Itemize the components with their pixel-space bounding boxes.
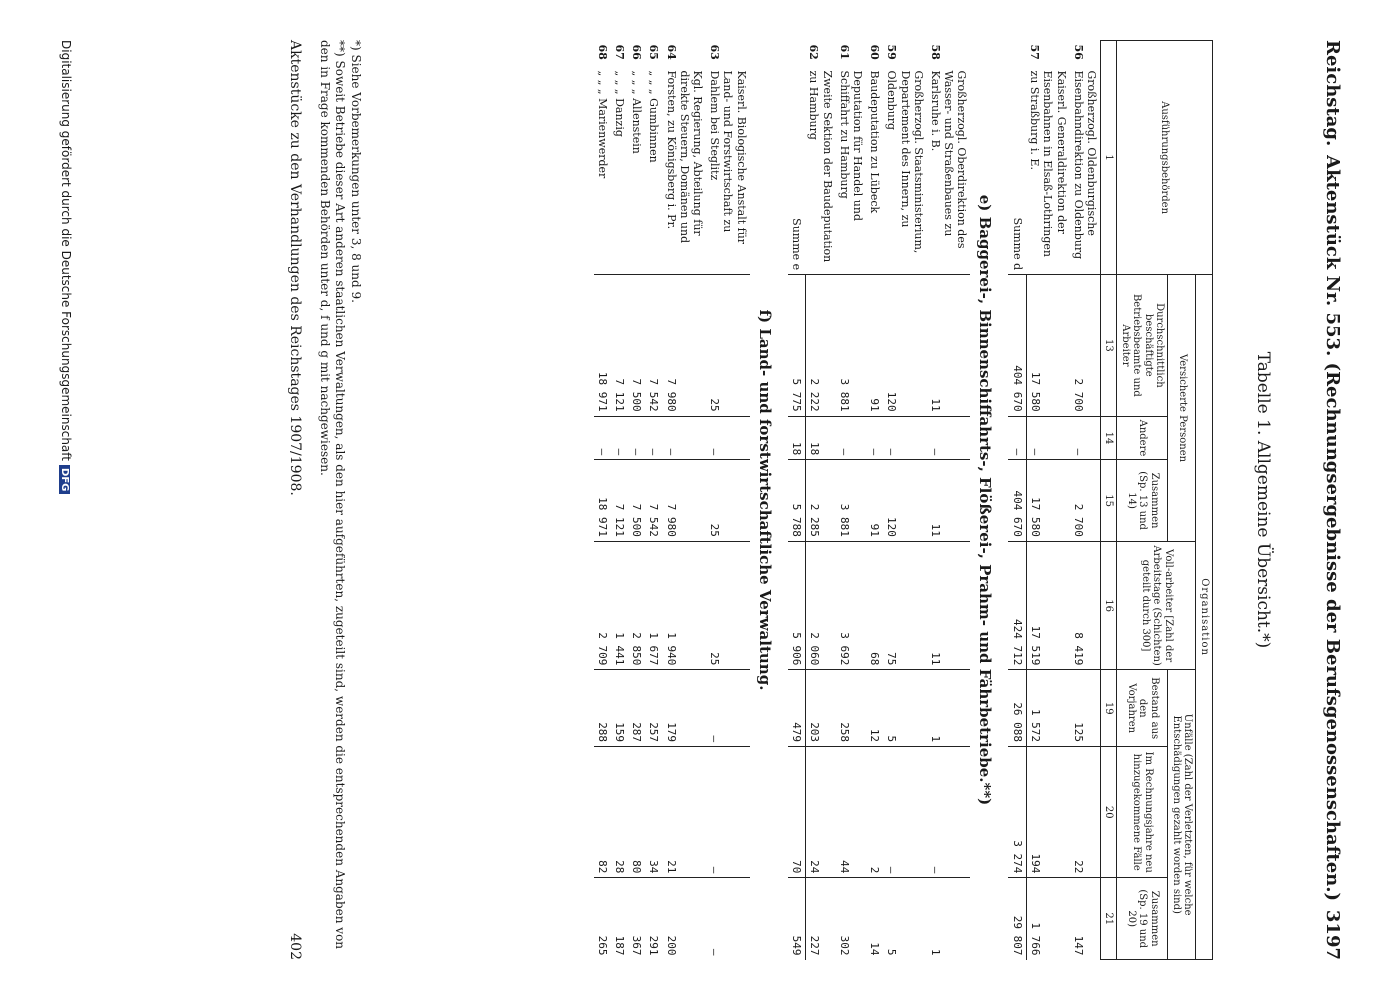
sum-label: Summe d — [1010, 217, 1024, 271]
cell-value: 2 060 — [805, 541, 835, 670]
cell-value: 3 881 — [836, 460, 866, 542]
sum-value: 5 775 — [788, 275, 806, 416]
row-number: 63 — [708, 44, 722, 60]
cell-value: 1 766 — [1026, 878, 1070, 960]
cell-value: 291 — [645, 878, 662, 960]
cell-value: 7 542 — [645, 275, 662, 416]
cell-value: 2 700 — [1070, 275, 1101, 416]
table-row — [1026, 41, 1070, 960]
cell-value: 257 — [645, 670, 662, 747]
cell-value: 125 — [1070, 670, 1101, 747]
cell-value: 8 419 — [1070, 541, 1101, 670]
col-organisation: Organisation — [1196, 275, 1213, 960]
header-left: Reichstag. — [1322, 40, 1343, 147]
row-label: Großherzogl. Oldenburgische Eisenbahndirektion zu Oldenburg — [1071, 70, 1098, 260]
row-number: 57 — [1028, 44, 1042, 60]
dfg-logo: DFG — [59, 465, 70, 494]
colnum-15: 15 — [1101, 460, 1118, 542]
row-label: „ „ „ Marienwerder — [595, 70, 609, 179]
cell-value: 75 — [883, 541, 927, 670]
cell-value: 25 — [706, 541, 750, 670]
cell-value: — — [866, 416, 883, 460]
row-number: 61 — [837, 44, 851, 60]
cell-value: 1 572 — [1026, 670, 1070, 747]
sum-value: 5 788 — [788, 460, 806, 542]
row-number: 60 — [868, 44, 882, 60]
sum-label: Summe e — [789, 218, 803, 271]
section-heading-row — [750, 41, 788, 960]
cell-value: 227 — [805, 878, 835, 960]
sum-spacer — [788, 41, 806, 67]
cell-value: — — [706, 747, 750, 878]
cell-value: 1 441 — [611, 541, 628, 670]
colnum-21: 21 — [1101, 878, 1118, 960]
cell-value: 7 500 — [628, 275, 645, 416]
cell-value: 179 — [663, 670, 707, 747]
cell-value: 194 — [1026, 747, 1070, 878]
cell-value: 18 — [805, 416, 835, 460]
sum-value: 404 670 — [1008, 460, 1026, 542]
cell-value: — — [611, 416, 628, 460]
cell-value: 17 580 — [1026, 460, 1070, 542]
overview-table — [594, 40, 1213, 960]
col-vollarbeiter: Voll-arbeiter [Zahl der Arbeitstage (Schichten) geteilt durch 300] — [1117, 541, 1196, 670]
row-label: Baudeputation zu Lübeck — [868, 70, 882, 214]
row-number: 56 — [1071, 44, 1085, 60]
cell-value: 7 500 — [628, 460, 645, 542]
cell-value: 91 — [866, 460, 883, 542]
cell-value: 7 980 — [663, 275, 707, 416]
cell-value: 17 580 — [1026, 275, 1070, 416]
cell-value: — — [594, 416, 611, 460]
table-row — [836, 41, 866, 960]
cell-value: 25 — [706, 275, 750, 416]
row-label: Großherzogl. Staatsministerium, Departement des Innern, zu Oldenburg — [885, 70, 925, 254]
colnum-1: 1 — [1101, 41, 1118, 275]
cell-value: — — [927, 416, 971, 460]
col-unfaelle: Unfälle (Zahl der Verletzten, für welche Entschädigungen gezahlt worden sind) — [1168, 670, 1196, 960]
page-footer — [287, 40, 303, 960]
sum-value: — — [1008, 416, 1026, 460]
row-label: Großherzogl. Oberdirektion des Wasser- und Straßenbaues zu Karlsruhe i. B. — [929, 70, 969, 249]
colnum-19: 19 — [1101, 670, 1118, 747]
cell-value: 24 — [805, 747, 835, 878]
cell-value: — — [883, 747, 927, 878]
sum-row — [1008, 41, 1026, 960]
header-title: Aktenstück Nr. 553. (Rechnungsergebnisse der Berufsgenossenschaften.) — [1322, 155, 1343, 902]
cell-value: 80 — [628, 747, 645, 878]
page-header — [1322, 40, 1343, 960]
cell-value: 7 542 — [645, 460, 662, 542]
sum-value: 29 807 — [1008, 878, 1026, 960]
footnote-2: **) Soweit Betriebe dieser Art anderen staatlichen Verwaltungen, als den hier aufgeführten, zugeteilt sind, werden die entsprechenden Angaben von den in Frage kommenden Behörden unter d, f und g mit nachgewiesen. — [317, 40, 348, 950]
sum-value: 3 274 — [1008, 747, 1026, 878]
col-bestand: Bestand aus den Vorjahren — [1117, 670, 1168, 747]
col-zusammen-15: Zusammen (Sp. 13 und 14) — [1117, 460, 1168, 542]
cell-value: 12 — [866, 670, 883, 747]
cell-value: 34 — [645, 747, 662, 878]
cell-value: 3 881 — [836, 275, 866, 416]
cell-value: 2 285 — [805, 460, 835, 542]
cell-value: — — [927, 747, 971, 878]
footer-page: 402 — [287, 933, 303, 960]
row-label: Kaiserl. Generaldirektion der Eisenbahnen in Elsaß-Lothringen zu Straßburg i. E. — [1028, 70, 1068, 257]
cell-value: 2 700 — [1070, 460, 1101, 542]
cell-value: — — [706, 878, 750, 960]
cell-value: 5 — [883, 878, 927, 960]
cell-value: 200 — [663, 878, 707, 960]
cell-value: 82 — [594, 747, 611, 878]
cell-value: 120 — [883, 275, 927, 416]
colnum-13: 13 — [1101, 275, 1118, 416]
cell-value: 2 709 — [594, 541, 611, 670]
cell-value: 21 — [663, 747, 707, 878]
cell-value: — — [706, 416, 750, 460]
cell-value: 159 — [611, 670, 628, 747]
page-number: 3197 — [1322, 909, 1343, 960]
cell-value: 2 222 — [805, 275, 835, 416]
cell-value: 288 — [594, 670, 611, 747]
footnote-1: *) Siehe Vorbemerkungen unter 3, 8 und 9. — [349, 40, 363, 303]
row-label: Deputation für Handel und Schiffahrt zu Hamburg — [837, 70, 865, 221]
sum-value: 18 — [788, 416, 806, 460]
section-heading-row — [970, 41, 1008, 960]
table-row — [611, 41, 628, 960]
row-number: 66 — [630, 44, 644, 60]
row-number: 68 — [595, 44, 609, 60]
colnum-20: 20 — [1101, 747, 1118, 878]
cell-value: 17 519 — [1026, 541, 1070, 670]
cell-value: 203 — [805, 670, 835, 747]
cell-value: 265 — [594, 878, 611, 960]
footnotes — [316, 40, 363, 960]
cell-value: 11 — [927, 541, 971, 670]
table-row — [645, 41, 662, 960]
table-row — [883, 41, 927, 960]
table-row — [1070, 41, 1101, 960]
cell-value: 68 — [866, 541, 883, 670]
cell-value: — — [628, 416, 645, 460]
table-row — [628, 41, 645, 960]
cell-value: 147 — [1070, 878, 1101, 960]
cell-value: 187 — [611, 878, 628, 960]
colnum-16: 16 — [1101, 541, 1118, 670]
table-row — [706, 41, 750, 960]
sum-value: 549 — [788, 878, 806, 960]
row-number: 64 — [664, 44, 678, 60]
sum-value: 404 670 — [1008, 275, 1026, 416]
cell-value: — — [663, 416, 707, 460]
cell-value: 2 — [866, 747, 883, 878]
cell-value: 91 — [866, 275, 883, 416]
row-number: 58 — [929, 44, 942, 60]
digitization-text: Digitalisierung gefördert durch die Deutsche Forschungsgemeinschaft — [59, 40, 73, 462]
cell-value: 5 — [883, 670, 927, 747]
col-zusammen-21: Zusammen (Sp. 19 und 20) — [1117, 878, 1168, 960]
cell-value: 2 850 — [628, 541, 645, 670]
section-heading: f) Land- und forstwirtschaftliche Verwaltung. — [755, 309, 774, 691]
cell-value: 1 940 — [663, 541, 707, 670]
col-andere: Andere — [1117, 416, 1168, 460]
table-row — [594, 41, 611, 960]
sum-spacer — [1008, 41, 1026, 67]
cell-value: 258 — [836, 670, 866, 747]
section-heading: e) Baggerei-, Binnenschiffahrts-, Flößerei-, Prahm- und Fährbetriebe.**) — [976, 194, 995, 806]
cell-value: 1 — [927, 878, 971, 960]
cell-value: 1 — [927, 670, 971, 747]
cell-value: 11 — [927, 275, 971, 416]
sum-value: 479 — [788, 670, 806, 747]
cell-value: 287 — [628, 670, 645, 747]
cell-value: 367 — [628, 878, 645, 960]
cell-value: — — [836, 416, 866, 460]
cell-value: 28 — [611, 747, 628, 878]
table-row — [805, 41, 835, 960]
cell-value: — — [706, 670, 750, 747]
cell-value: 7 980 — [663, 460, 707, 542]
row-label: „ „ „ Danzig — [613, 70, 627, 137]
row-number: 59 — [885, 44, 899, 60]
col-durchschnittlich: Durchschnittlich beschäftigte Betriebsbeamte und Arbeiter — [1117, 275, 1168, 416]
cell-value: 18 971 — [594, 275, 611, 416]
cell-value: 44 — [836, 747, 866, 878]
cell-value: — — [645, 416, 662, 460]
col-behoerden: Ausführungsbehörden — [1117, 41, 1213, 275]
col-neu: Im Rechnungsjahre neu hinzugekommene Fälle — [1117, 747, 1168, 878]
cell-value: 11 — [927, 460, 971, 542]
row-label: „ „ „ Allenstein — [630, 70, 644, 154]
table-body — [594, 41, 1101, 960]
sum-value: 70 — [788, 747, 806, 878]
cell-value: — — [1070, 416, 1101, 460]
cell-value: 1 677 — [645, 541, 662, 670]
col-versicherte: Versicherte Personen — [1168, 275, 1196, 542]
cell-value: — — [883, 416, 927, 460]
row-number: 62 — [807, 44, 821, 60]
row-label: Kaiserl. Biologische Anstalt für Land- und Forstwirtschaft zu Dahlem bei Steglitz — [708, 70, 748, 245]
colnum-14: 14 — [1101, 416, 1118, 460]
digitization-note — [59, 40, 73, 494]
row-label: Zweite Sektion der Baudeputation zu Hamburg — [807, 70, 834, 263]
table-title: Tabelle 1. Allgemeine Übersicht.*) — [1253, 351, 1273, 649]
row-label: Kgl. Regierung, Abteilung für direkte Steuern, Domänen und Forsten, zu Königsberg i. Pr. — [664, 70, 705, 244]
cell-value: 120 — [883, 460, 927, 542]
row-label: „ „ „ Gumbinnen — [647, 70, 661, 163]
cell-value: 18 971 — [594, 460, 611, 542]
table-row — [927, 41, 971, 960]
row-number: 65 — [647, 44, 661, 60]
table-row — [663, 41, 707, 960]
cell-value: 302 — [836, 878, 866, 960]
table-row — [866, 41, 883, 960]
cell-value: 25 — [706, 460, 750, 542]
cell-value: 7 121 — [611, 460, 628, 542]
sum-value: 26 088 — [1008, 670, 1026, 747]
footer-left: Aktenstücke zu den Verhandlungen des Reichstages 1907/1908. — [287, 40, 303, 496]
sum-row — [788, 41, 806, 960]
sum-value: 5 906 — [788, 541, 806, 670]
cell-value: 3 692 — [836, 541, 866, 670]
cell-value: 14 — [866, 878, 883, 960]
cell-value: — — [1026, 416, 1070, 460]
sum-value: 424 712 — [1008, 541, 1026, 670]
cell-value: 22 — [1070, 747, 1101, 878]
cell-value: 7 121 — [611, 275, 628, 416]
row-number: 67 — [613, 44, 627, 60]
